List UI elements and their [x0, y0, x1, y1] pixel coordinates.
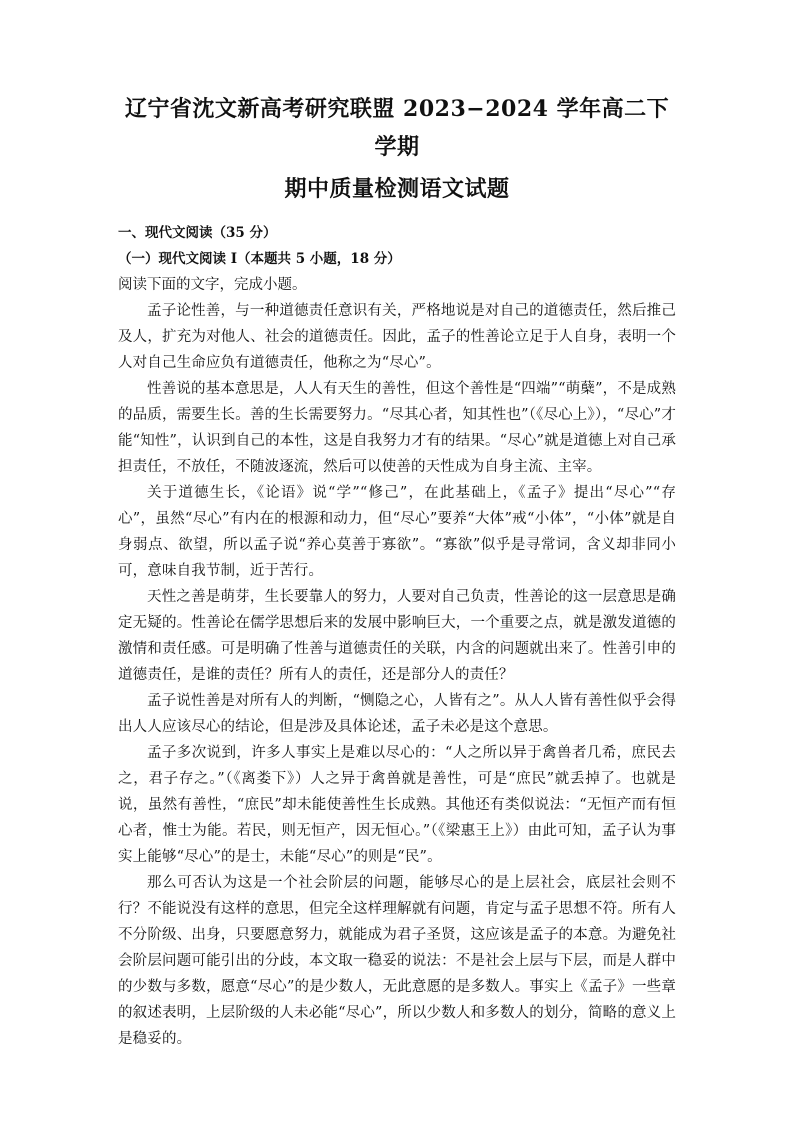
document-title-line-2: 期中质量检测语文试题 — [284, 176, 510, 202]
body-paragraph-2: 性善说的基本意思是，人人有天生的善性，但这个善性是“四端”“萌蘖”，不是成熟的品质，需要生长。善的生长需要努力。“尽其心者，知其性也”（《尽心上》），“尽心”才能“知性”，认识到自己的本性，这是自我努力才有的结果。“尽心”就是道德上对自己承担责任，不放任，不随波逐流，然后可以使善的天性成为自身主流、主宰。 — [118, 381, 676, 475]
body-paragraph-1: 孟子论性善，与一种道德责任意识有关，严格地说是对自己的道德责任，然后推己及人，扩充为对他人、社会的道德责任。因此，孟子的性善论立足于人自身，表明一个人对自己生命应负有道德责任，他称之为“尽心”。 — [118, 303, 676, 371]
subsection-heading: （一）现代文阅读 I（本题共 5 小题，18 分） — [118, 251, 401, 267]
body-paragraph-4: 天性之善是萌芽，生长要靠人的努力，人要对自己负责，性善论的这一层意思是确定无疑的。性善论在儒学思想后来的发展中影响巨大，一个重要之点，就是激发道德的激情和责任感。可是明确了性善与道德责任的关联，内含的问题就出来了。性善引申的道德责任，是谁的责任？所有人的责任，还是部分人的责任？ — [118, 589, 676, 683]
body-paragraph-5: 孟子说性善是对所有人的判断，“恻隐之心，人皆有之”。从人人皆有善性似乎会得出人人应该尽心的结论，但是涉及具体论述，孟子未必是这个意思。 — [118, 693, 676, 735]
body-paragraph-6: 孟子多次说到，许多人事实上是难以尽心的：“人之所以异于禽兽者几希，庶民去之，君子存之。”（《离娄下》）人之异于禽兽就是善性，可是“庶民”就丢掉了。也就是说，虽然有善性，“庶民”却未能使善性生长成熟。其他还有类似说法：“无恒产而有恒心者，惟士为能。若民，则无恒产，因无恒心。”（《梁惠王上》）由此可知，孟子认为事实上能够“尽心”的是士，未能“尽心”的则是“民”。 — [118, 745, 676, 865]
body-paragraph-3: 关于道德生长，《论语》说“学”“修己”，在此基础上，《孟子》提出“尽心”“存心”，虽然“尽心”有内在的根源和动力，但“尽心”要养“大体”戒“小体”，“小体”就是自身弱点、欲望，所以孟子说“养心莫善于寡欲”。“寡欲”似乎是寻常词，含义却非同小可，意味自我节制，近于苦行。 — [118, 485, 676, 579]
reading-instruction: 阅读下面的文字，完成小题。 — [118, 277, 307, 293]
body-paragraph-7: 那么可否认为这是一个社会阶层的问题，能够尽心的是上层社会，底层社会则不行？不能说没有这样的意思，但完全这样理解就有问题，肯定与孟子思想不符。所有人不分阶级、出身，只要愿意努力，就能成为君子圣贤，这应该是孟子的本意。为避免社会阶层问题可能引出的分歧，本文取一稳妥的说法：不是社会上层与下层，而是人群中的少数与多数，愿意“尽心”的是少数人，无此意愿的是多数人。事实上《孟子》一些章的叙述表明，上层阶级的人未必能“尽心”，所以少数人和多数人的划分，简略的意义上是稳妥的。 — [118, 875, 676, 1047]
section-heading: 一、现代文阅读（35 分） — [118, 225, 277, 241]
document-title-line-1: 辽宁省沈文新高考研究联盟 2023−2024 学年高二下学期 — [124, 96, 670, 160]
